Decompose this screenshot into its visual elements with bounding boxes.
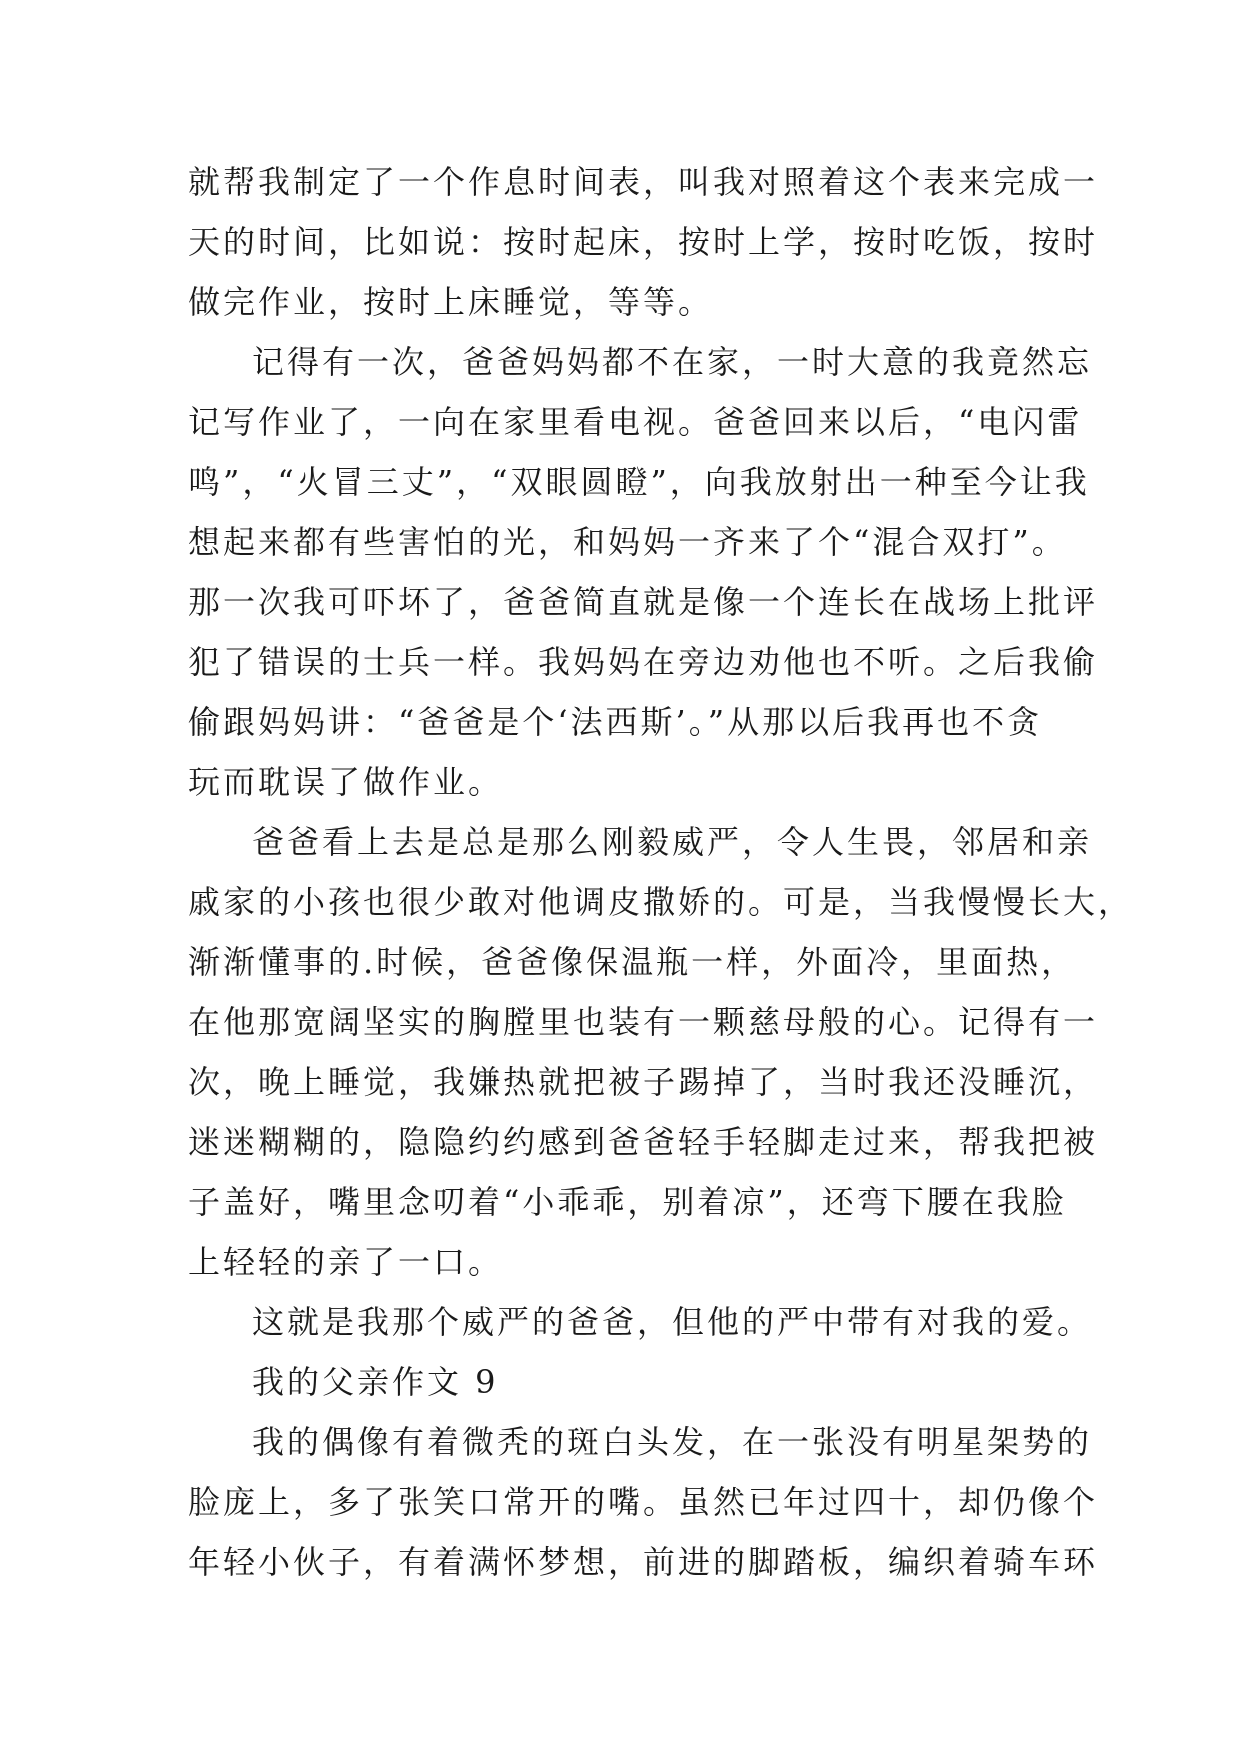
text-line: 那一次我可吓坏了，爸爸简直就是像一个连长在战场上批评: [188, 583, 1099, 621]
text-line: 脸庞上，多了张笑口常开的嘴。虽然已年过四十，却仍像个: [188, 1483, 1099, 1521]
text-line: 年轻小伙子，有着满怀梦想，前进的脚踏板，编织着骑车环: [188, 1543, 1099, 1581]
paragraph-first-line: 记得有一次，爸爸妈妈都不在家，一时大意的我竟然忘: [252, 343, 1093, 381]
paragraph-first-line: 这就是我那个威严的爸爸，但他的严中带有对我的爱。: [252, 1303, 1093, 1341]
text-line: 迷迷糊糊的，隐隐约约感到爸爸轻手轻脚走过来，帮我把被: [188, 1123, 1099, 1161]
text-line: 天的时间，比如说：按时起床，按时上学，按时吃饭，按时: [188, 223, 1099, 261]
text-line: 犯了错误的士兵一样。我妈妈在旁边劝他也不听。之后我偷: [188, 643, 1099, 681]
section-heading: 我的父亲作文 9: [252, 1363, 499, 1401]
text-line: 鸣”，“火冒三丈”，“双眼圆瞪”，向我放射出一种至今让我: [188, 463, 1090, 501]
text-line: 偷跟妈妈讲：“爸爸是个‘法西斯’。”从那以后我再也不贪: [188, 703, 1043, 741]
text-line: 做完作业，按时上床睡觉，等等。: [188, 283, 714, 321]
paragraph-first-line: 我的偶像有着微秃的斑白头发，在一张没有明星架势的: [252, 1423, 1093, 1461]
text-line: 子盖好，嘴里念叨着“小乖乖，别着凉”，还弯下腰在我脸: [188, 1183, 1067, 1221]
body-text: [188, 152, 1134, 1592]
text-line: 玩而耽误了做作业。: [188, 763, 504, 801]
text-line: 上轻轻的亲了一口。: [188, 1243, 504, 1281]
text-line: 在他那宽阔坚实的胸膛里也装有一颗慈母般的心。记得有一: [188, 1003, 1099, 1041]
text-line: 戚家的小孩也很少敢对他调皮撒娇的。可是，当我慢慢长大，: [188, 883, 1134, 921]
text-line: 次，晚上睡觉，我嫌热就把被子踢掉了，当时我还没睡沉，: [188, 1063, 1099, 1101]
text-line: 想起来都有些害怕的光，和妈妈一齐来了个“混合双打”。: [188, 523, 1067, 561]
text-line: 记写作业了，一向在家里看电视。爸爸回来以后，“电闪雷: [188, 403, 1083, 441]
text-line: 就帮我制定了一个作息时间表，叫我对照着这个表来完成一: [188, 163, 1099, 201]
text-line: 渐渐懂事的.时候，爸爸像保温瓶一样，外面冷，里面热，: [188, 943, 1077, 981]
paragraph-first-line: 爸爸看上去是总是那么刚毅威严，令人生畏，邻居和亲: [252, 823, 1093, 861]
